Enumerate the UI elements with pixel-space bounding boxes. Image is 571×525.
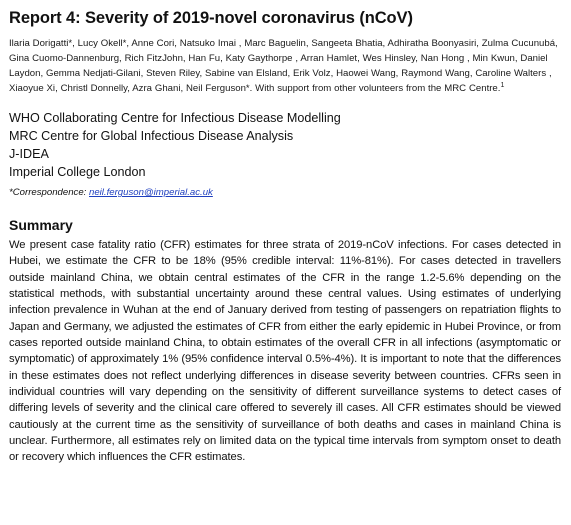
report-title: Report 4: Severity of 2019-novel coronavirus (nCoV): [9, 9, 413, 27]
affiliation-line: J-IDEA: [9, 147, 49, 161]
author-names: Ilaria Dorigatti*, Lucy Okell*, Anne Cori, Natsuko Imai , Marc Baguelin, Sangeeta Bhatia, Adhiratha Boonyasiri, Zulma Cucunubá, Gina Cuomo-Dannenburg, Rich FitzJohn, Han Fu, Katy Gaythorpe , Arran Hamlet, Wes Hinsley, Nan Hong , Min Kwun, Daniel Laydon, Gemma Nedjati-Gilani, Steven Riley, Sabine van Elsland, Erik Volz, Haowei Wang, Raymond Wang, Caroline Walters , Xiaoyue Xi, Christl Donnelly, Azra Ghani, Neil Ferguson*. With support from other volunteers from the MRC Centre.: [9, 38, 558, 94]
summary-heading: Summary: [9, 217, 73, 233]
affiliation-line: MRC Centre for Global Infectious Disease Analysis: [9, 129, 294, 143]
affiliations: [9, 109, 561, 181]
author-list: [9, 36, 561, 96]
correspondence-line: [9, 186, 561, 199]
author-footnote-mark: 1: [500, 81, 505, 89]
affiliation-line: Imperial College London: [9, 165, 146, 179]
affiliation-line: WHO Collaborating Centre for Infectious Disease Modelling: [9, 111, 341, 125]
correspondence-label: *Correspondence:: [9, 187, 89, 198]
summary-paragraph: We present case fatality ratio (CFR) estimates for three strata of 2019-nCoV infections. For cases detected in Hubei, we estimate the CFR to be 18% (95% credible interval: 11%-81%). For cases detected in travellers outside mainland China, we obtain central estimates of the CFR in the range 1.2-5.6% depending on the statistical methods, with substantial uncertainty around these central values. Using estimates of underlying infection prevalence in Wuhan at the end of January derived from testing of passengers on repatriation flights to Japan and Germany, we adjusted the estimates of CFR from either the early epidemic in Hubei Province, or from cases reported outside mainland China, to obtain estimates of the overall CFR in all infections (asymptomatic or symptomatic) of approximately 1% (95% confidence interval 0.5%-4%). It is important to note that the differences in these estimates does not reflect underlying differences in disease severity between countries. CFRs seen in individual countries will vary depending on the sensitivity of different surveillance systems to detect cases of differing levels of severity and the clinical care offered to severely ill cases. All CFR estimates should be viewed cautiously at the current time as the sensitivity of surveillance of both deaths and cases in mainland China is unclear. Furthermore, all estimates rely on limited data on the typical time intervals from symptom onset to death or recovery which influences the CFR estimates.: [9, 239, 561, 464]
correspondence-email-link[interactable]: neil.ferguson@imperial.ac.uk: [89, 187, 213, 198]
